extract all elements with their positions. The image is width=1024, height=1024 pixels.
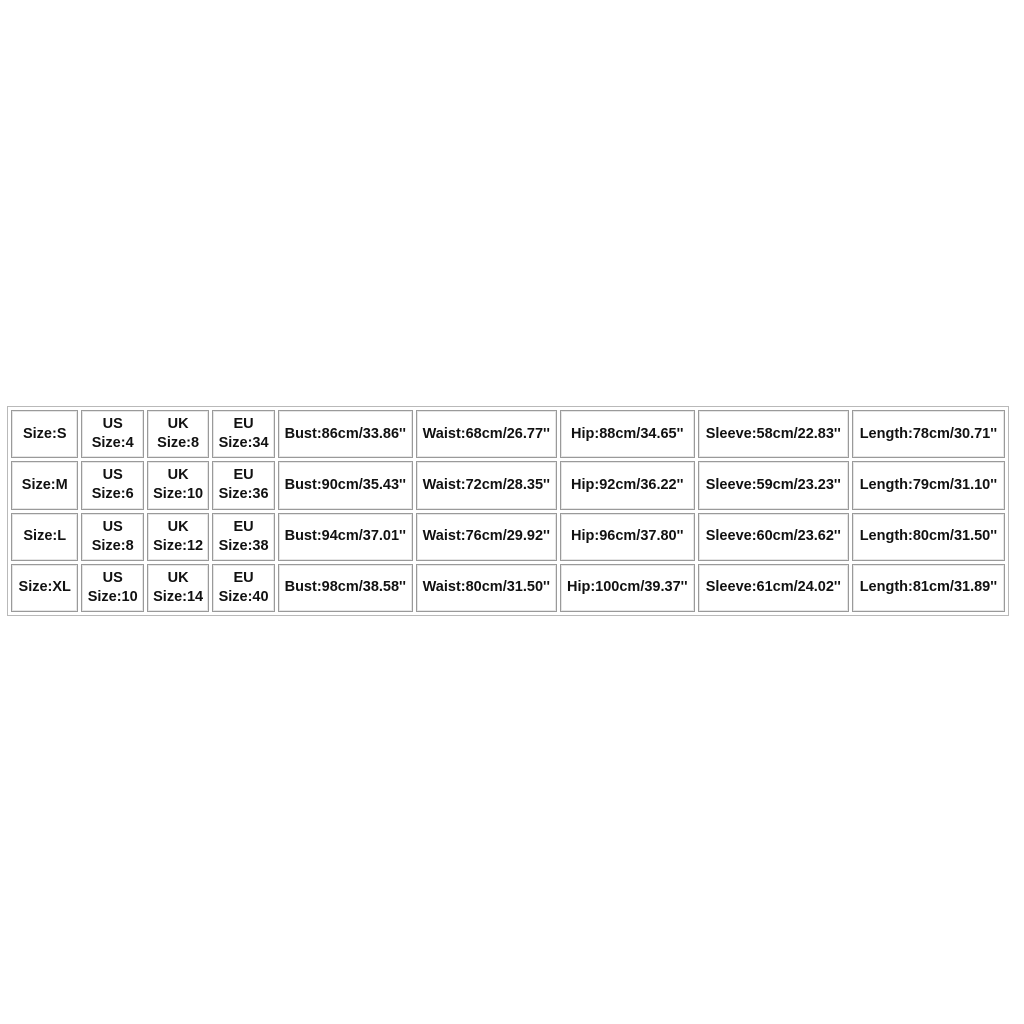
eu-size-value: Size:40 <box>218 588 269 605</box>
hip-cell: Hip:100cm/39.37'' <box>560 564 695 612</box>
eu-label: EU <box>233 416 254 433</box>
hip-cell: Hip:96cm/37.80'' <box>560 513 695 561</box>
eu-size-cell <box>212 410 274 458</box>
size-chart-table <box>7 406 1009 616</box>
length-cell: Length:79cm/31.10'' <box>852 461 1005 509</box>
bust-cell: Bust:90cm/35.43'' <box>278 461 413 509</box>
hip-cell: Hip:88cm/34.65'' <box>560 410 695 458</box>
table-row <box>11 513 1005 561</box>
us-label: US <box>102 416 123 433</box>
table-row <box>11 564 1005 612</box>
waist-cell: Waist:76cm/29.92'' <box>416 513 557 561</box>
size-cell: Size:M <box>11 461 78 509</box>
bust-cell: Bust:98cm/38.58'' <box>278 564 413 612</box>
waist-cell: Waist:72cm/28.35'' <box>416 461 557 509</box>
waist-cell: Waist:80cm/31.50'' <box>416 564 557 612</box>
uk-size-value: Size:8 <box>157 435 200 452</box>
uk-size-value: Size:14 <box>153 588 204 605</box>
table-row <box>11 461 1005 509</box>
waist-cell: Waist:68cm/26.77'' <box>416 410 557 458</box>
length-cell: Length:78cm/30.71'' <box>852 410 1005 458</box>
uk-size-cell <box>147 461 209 509</box>
size-cell: Size:S <box>11 410 78 458</box>
eu-size-value: Size:38 <box>218 537 269 554</box>
uk-size-cell <box>147 513 209 561</box>
uk-size-value: Size:12 <box>153 537 204 554</box>
us-label: US <box>102 467 123 484</box>
length-cell: Length:81cm/31.89'' <box>852 564 1005 612</box>
us-size-cell <box>81 461 143 509</box>
eu-size-value: Size:34 <box>218 435 269 452</box>
us-label: US <box>102 569 123 586</box>
eu-size-cell <box>212 461 274 509</box>
bust-cell: Bust:86cm/33.86'' <box>278 410 413 458</box>
size-cell: Size:L <box>11 513 78 561</box>
us-size-value: Size:8 <box>91 537 134 554</box>
us-size-value: Size:6 <box>91 486 134 503</box>
uk-label: UK <box>167 416 189 433</box>
eu-size-cell <box>212 564 274 612</box>
us-size-value: Size:4 <box>91 435 134 452</box>
eu-label: EU <box>233 569 254 586</box>
us-size-value: Size:10 <box>87 588 138 605</box>
size-cell: Size:XL <box>11 564 78 612</box>
us-size-cell <box>81 513 143 561</box>
us-label: US <box>102 518 123 535</box>
sleeve-cell: Sleeve:59cm/23.23'' <box>698 461 849 509</box>
sleeve-cell: Sleeve:61cm/24.02'' <box>698 564 849 612</box>
bust-cell: Bust:94cm/37.01'' <box>278 513 413 561</box>
eu-label: EU <box>233 518 254 535</box>
uk-label: UK <box>167 569 189 586</box>
uk-label: UK <box>167 467 189 484</box>
uk-label: UK <box>167 518 189 535</box>
us-size-cell <box>81 410 143 458</box>
eu-size-value: Size:36 <box>218 486 269 503</box>
us-size-cell <box>81 564 143 612</box>
sleeve-cell: Sleeve:58cm/22.83'' <box>698 410 849 458</box>
table-row <box>11 410 1005 458</box>
uk-size-value: Size:10 <box>153 486 204 503</box>
uk-size-cell <box>147 564 209 612</box>
eu-size-cell <box>212 513 274 561</box>
sleeve-cell: Sleeve:60cm/23.62'' <box>698 513 849 561</box>
uk-size-cell <box>147 410 209 458</box>
eu-label: EU <box>233 467 254 484</box>
hip-cell: Hip:92cm/36.22'' <box>560 461 695 509</box>
length-cell: Length:80cm/31.50'' <box>852 513 1005 561</box>
